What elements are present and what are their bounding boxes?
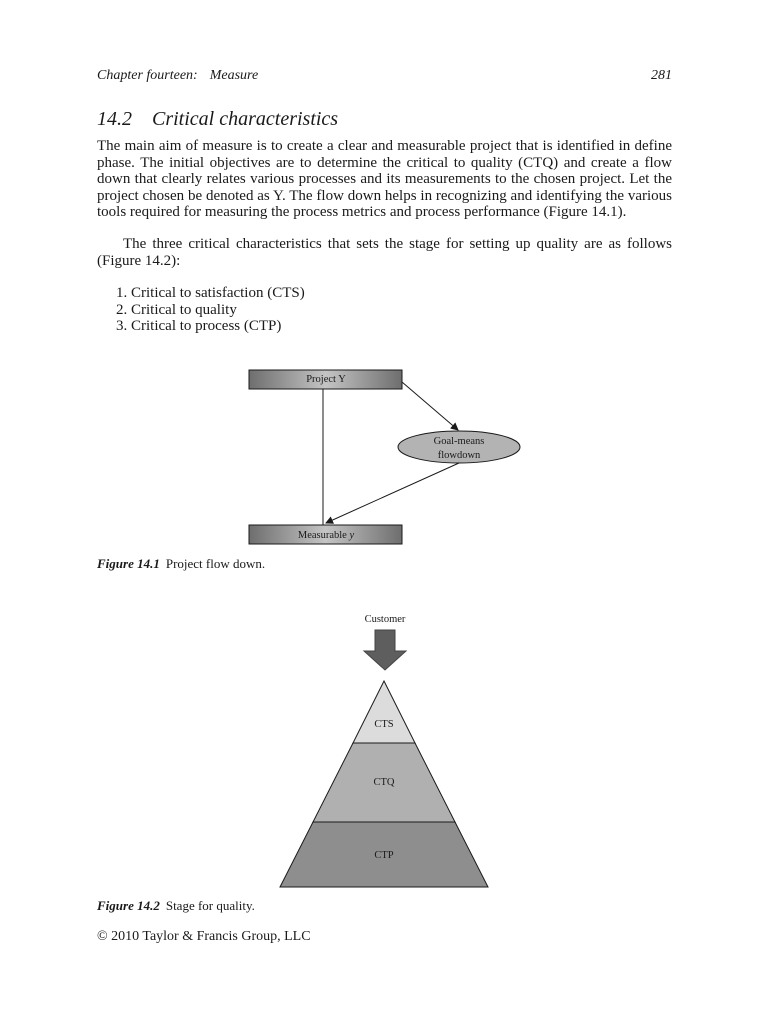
goal-label-line1: Goal-means bbox=[433, 436, 485, 447]
list-item: 2. Critical to quality bbox=[116, 301, 237, 318]
figure-14-2-caption bbox=[97, 898, 255, 914]
tier-label-ctp: CTP bbox=[374, 850, 394, 861]
customer-arrow-icon bbox=[364, 630, 406, 670]
list-item: 3. Critical to process (CTP) bbox=[116, 318, 282, 334]
customer-label: Customer bbox=[364, 614, 406, 625]
caption-label: Figure 14.2 bbox=[97, 898, 160, 913]
header-chapter: Chapter fourteen: bbox=[97, 68, 198, 83]
measurable-label: Measurable y bbox=[297, 530, 355, 541]
goal-label-line2: flowdown bbox=[437, 450, 481, 461]
page-number: 281 bbox=[651, 68, 672, 83]
section-number: 14.2 bbox=[97, 108, 132, 130]
project-label: Project Y bbox=[306, 374, 346, 385]
header-title: Measure bbox=[209, 68, 259, 83]
caption-text: Stage for quality. bbox=[165, 898, 255, 913]
paragraph-1: The main aim of measure is to create a clear and measurable project that is identified in define phase. The initial objectives are to determine the critical to quality (CTQ) and create a flow down that clearly relates various processes and its measurements to the chosen project. Let the project chosen be denoted as Y. The flow down helps in recognizing and identifying the various tools required for measuring the process metrics and process performance (Figure 14.1). bbox=[97, 138, 672, 220]
caption-label: Figure 14.1 bbox=[97, 556, 160, 571]
copyright-notice: © 2010 Taylor & Francis Group, LLC bbox=[97, 929, 311, 944]
caption-text: Project flow down. bbox=[165, 556, 266, 571]
pyramid-tier-cts bbox=[353, 681, 415, 743]
paragraph-2: The three critical characteristics that sets the stage for setting up quality are as follows (Figure 14.2): bbox=[97, 236, 672, 269]
section-title: Critical characteristics bbox=[152, 108, 339, 130]
tier-label-ctq: CTQ bbox=[373, 777, 395, 788]
tier-label-cts: CTS bbox=[374, 719, 394, 730]
list-item: 1. Critical to satisfaction (CTS) bbox=[116, 285, 305, 301]
